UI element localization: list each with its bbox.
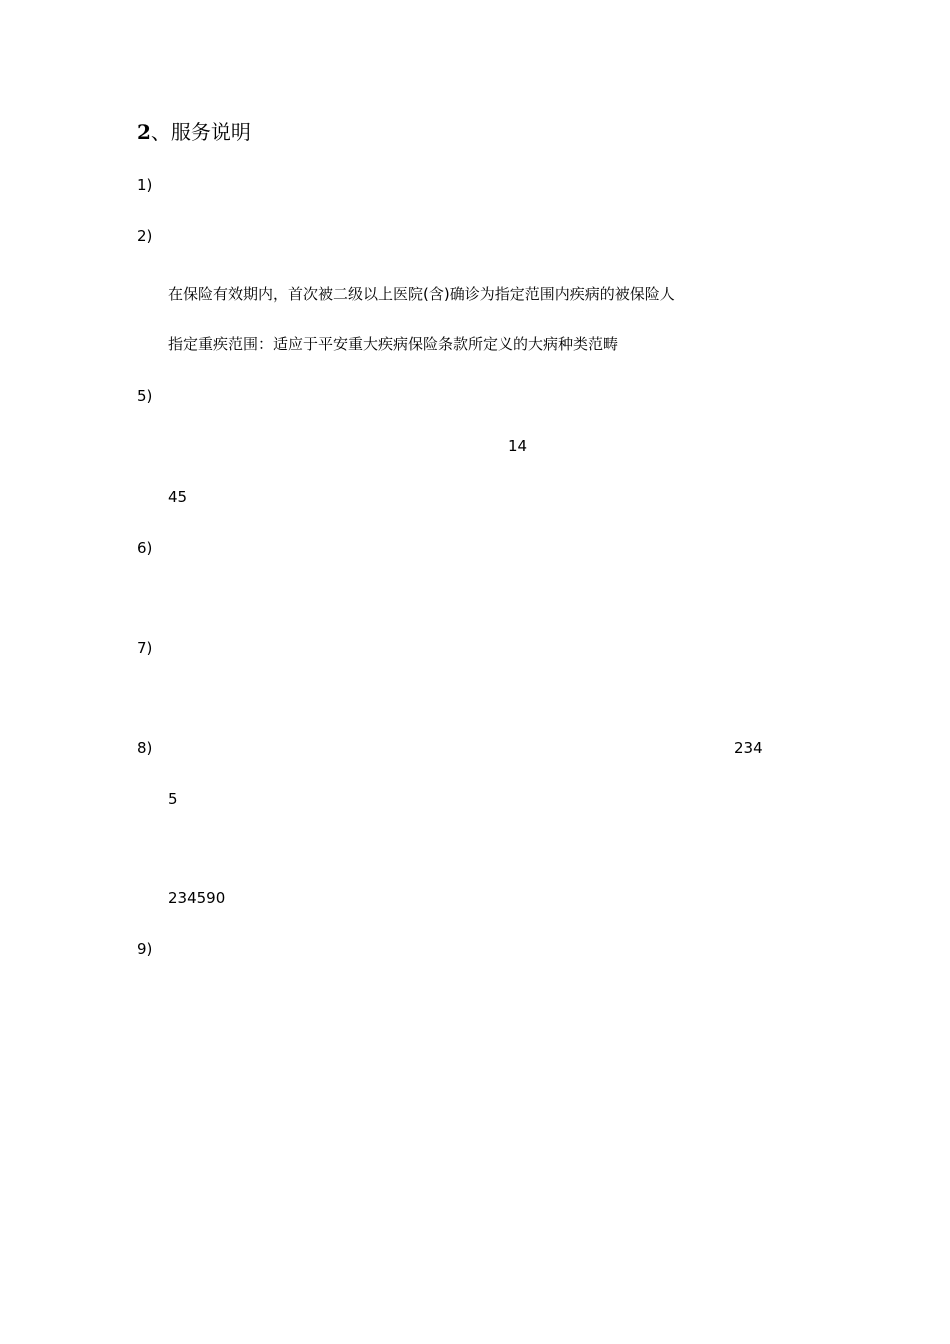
section-title: 、服务说明 (150, 120, 251, 144)
item-marker-8: 8) (137, 739, 153, 757)
item-marker-6: 6) (137, 539, 153, 557)
item-marker-5: 5) (137, 387, 153, 405)
section-number: 2 (137, 120, 151, 144)
number-234: 234 (734, 739, 763, 757)
number-14: 14 (508, 437, 528, 455)
item-marker-2: 2) (137, 227, 153, 245)
number-234590: 234590 (168, 889, 226, 907)
item-marker-9: 9) (137, 940, 153, 958)
number-5: 5 (168, 790, 178, 808)
paragraph-illness-scope: 指定重疾范围：适应于平安重大疾病保险条款所定义的大病种类范畴 (168, 335, 619, 353)
number-45: 45 (168, 488, 188, 506)
section-heading (137, 118, 251, 146)
paragraph-eligibility: 在保险有效期内，首次被二级以上医院(含)确诊为指定范围内疾病的被保险人 (168, 285, 675, 303)
item-marker-7: 7) (137, 639, 153, 657)
item-marker-1: 1) (137, 176, 153, 194)
